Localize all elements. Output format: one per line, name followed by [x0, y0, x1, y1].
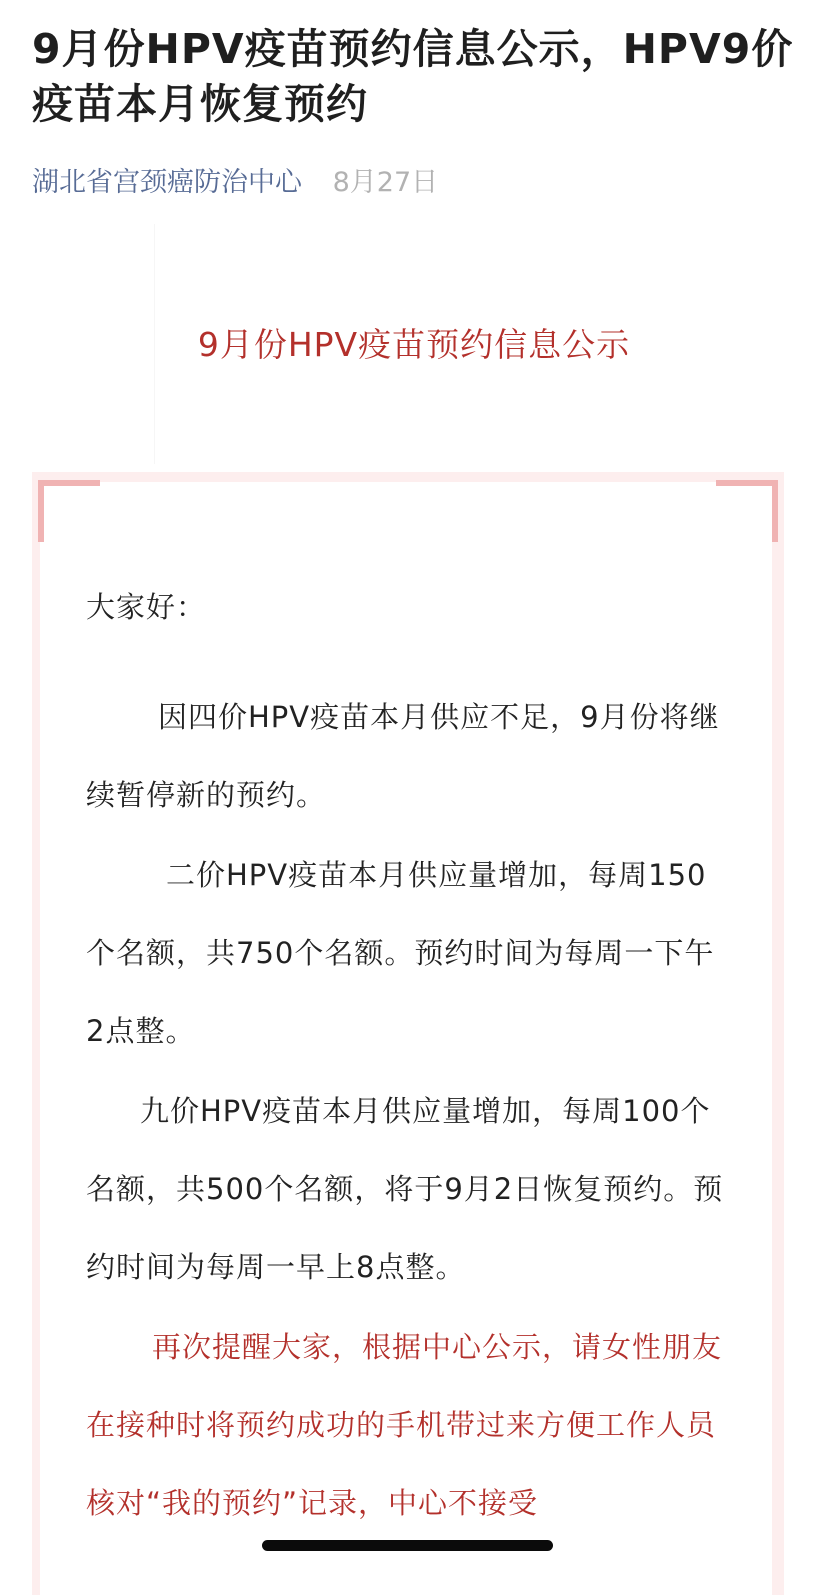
greeting-text: 大家好： [86, 590, 207, 624]
author-link[interactable]: 湖北省宫颈癌防治中心 [32, 167, 302, 198]
paragraph-reminder: 再次提醒大家，根据中心公示，请女性朋友在接种时将预约成功的手机带过来方便工作人员核对“我的预约”记录，中心不接受 [86, 1330, 723, 1520]
paragraph-nine-valent: 九价HPV疫苗本月供应量增加，每周100个名额，共500个名额，将于9月2日恢复预约。预约时间为每周一早上8点整。 [86, 1094, 724, 1284]
card-corner-right-decoration [716, 480, 778, 542]
home-indicator[interactable] [262, 1540, 553, 1551]
card-corner-left-decoration [38, 480, 100, 542]
article-meta [32, 164, 438, 202]
publish-date: 8月27日 [332, 167, 439, 198]
paragraph-four-valent: 因四价HPV疫苗本月供应不足，9月份将继续暂停新的预约。 [86, 700, 720, 812]
section-heading: 9月份HPV疫苗预约信息公示 [197, 325, 631, 364]
article-title: 9月份HPV疫苗预约信息公示，HPV9价疫苗本月恢复预约 [32, 25, 794, 128]
paragraph-two-valent: 二价HPV疫苗本月供应量增加，每周150个名额，共750个名额。预约时间为每周一下午2点整。 [86, 858, 715, 1048]
